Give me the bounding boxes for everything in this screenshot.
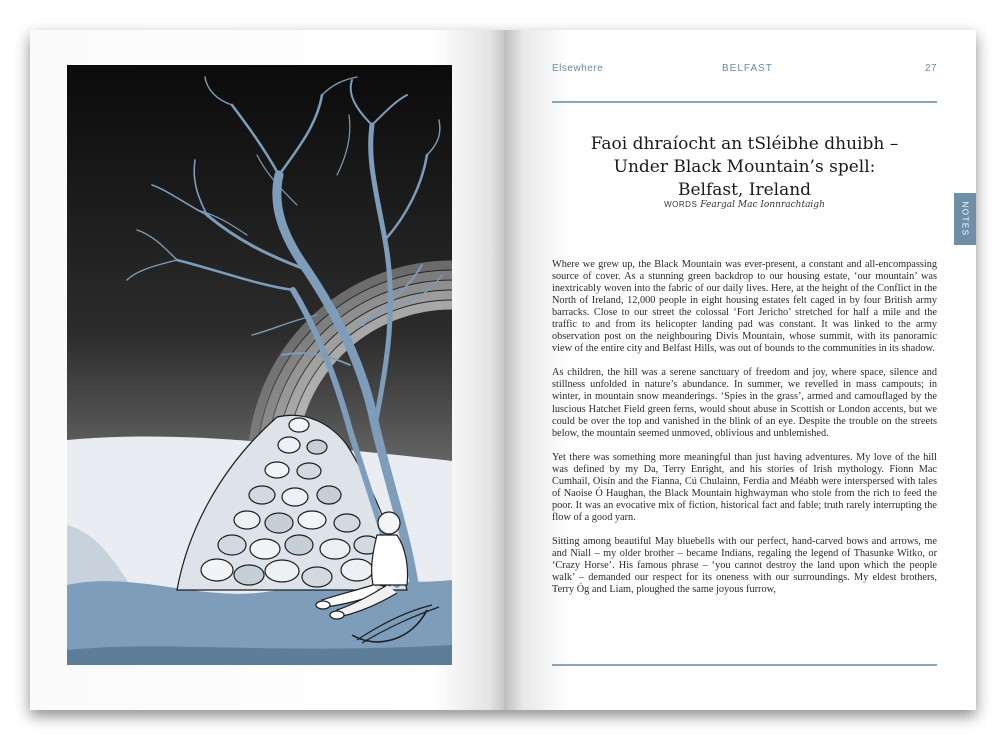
top-rule: [552, 101, 937, 103]
byline: [552, 200, 937, 210]
running-head-city: BELFAST: [722, 63, 773, 74]
body-paragraph: Where we grew up, the Black Mountain was ever-present, a constant and all-encompassing source of cover. As a stunning green backdrop to our housing estate, ‘our mountain’ was inextricably woven into the fabric of our daily lives. Here, at the height of the Conflict in the North of Ireland, 12,000 people in eight housing estates felt caged in by four British army barracks. Close to our street the colossal ‘Fort Jericho’ stretched for half a mile and the traffic to and from its helicopter landing pad was constant. It was linked to the army observation post on the neighbouring Divis Mountain, whose summit, with its panoramic view of the entire city and Belfast Hills, was out of bounds to the communities in its shadow.: [552, 259, 937, 355]
running-head-section: Elsewhere: [552, 63, 604, 74]
author-name: Feargal Mac Ionnrachtaigh: [700, 200, 825, 210]
byline-label: WORDS: [664, 200, 698, 209]
title-line: Under Black Mountain’s spell:: [613, 157, 876, 177]
notes-tab-label: NOTES: [960, 201, 970, 237]
title-line: Faoi dhraíocht an tSléibhe dhuibh –: [590, 134, 899, 154]
body-paragraph: As children, the hill was a serene sanctuary of freedom and joy, where space, silence and stillness unfolded in nature’s abundance. In summer, we revelled in mass campouts; in winter, in mountain snow meanderings. ‘Spies in the grass’, armed and camouflaged by the luscious Hatchet Field green ferns, would shout abuse in Scottish or London accents, but we could be over the top and vanished in the blink of an eye. Despite the trouble on the streets below, the mountain seemed unmoved, oblivious and unblemished.: [552, 367, 937, 439]
notes-side-tab[interactable]: [954, 193, 976, 245]
body-paragraph: Sitting among beautiful May bluebells with our perfect, hand-carved bows and arrows, me and Niall – my older brother – became Indians, regaling the legend of Thasunke Witko, or ‘Crazy Horse’. His famous phrase – ‘you cannot destroy the land upon which the people walk’ – demanded our respect for its oneness with our surroundings. My eldest brothers, Terry Óg and Liam, ploughed the same joyous furrow,: [552, 535, 937, 596]
article-body: [552, 259, 937, 596]
illustration-tree-and-cairn: [67, 65, 452, 665]
article-title: [552, 133, 937, 202]
title-line: Belfast, Ireland: [677, 180, 812, 200]
page-number: 27: [925, 63, 938, 74]
bottom-rule: [552, 664, 937, 666]
body-paragraph: Yet there was something more meaningful than just having adventures. My love of the hill was defined by my Da, Terry Enright, and his stories of Irish mythology. Fionn Mac Cumhail, Oisín and the Fianna, Cú Chulainn, Ferdia and Méabh were interspersed with tales of Naoise Ó Haughan, the Black Mountain highwayman who stole from the rich to feed the poor. It was an evocative mix of fiction, historical fact and fable; truth rarely interrupting the flow of a good yarn.: [552, 451, 937, 523]
